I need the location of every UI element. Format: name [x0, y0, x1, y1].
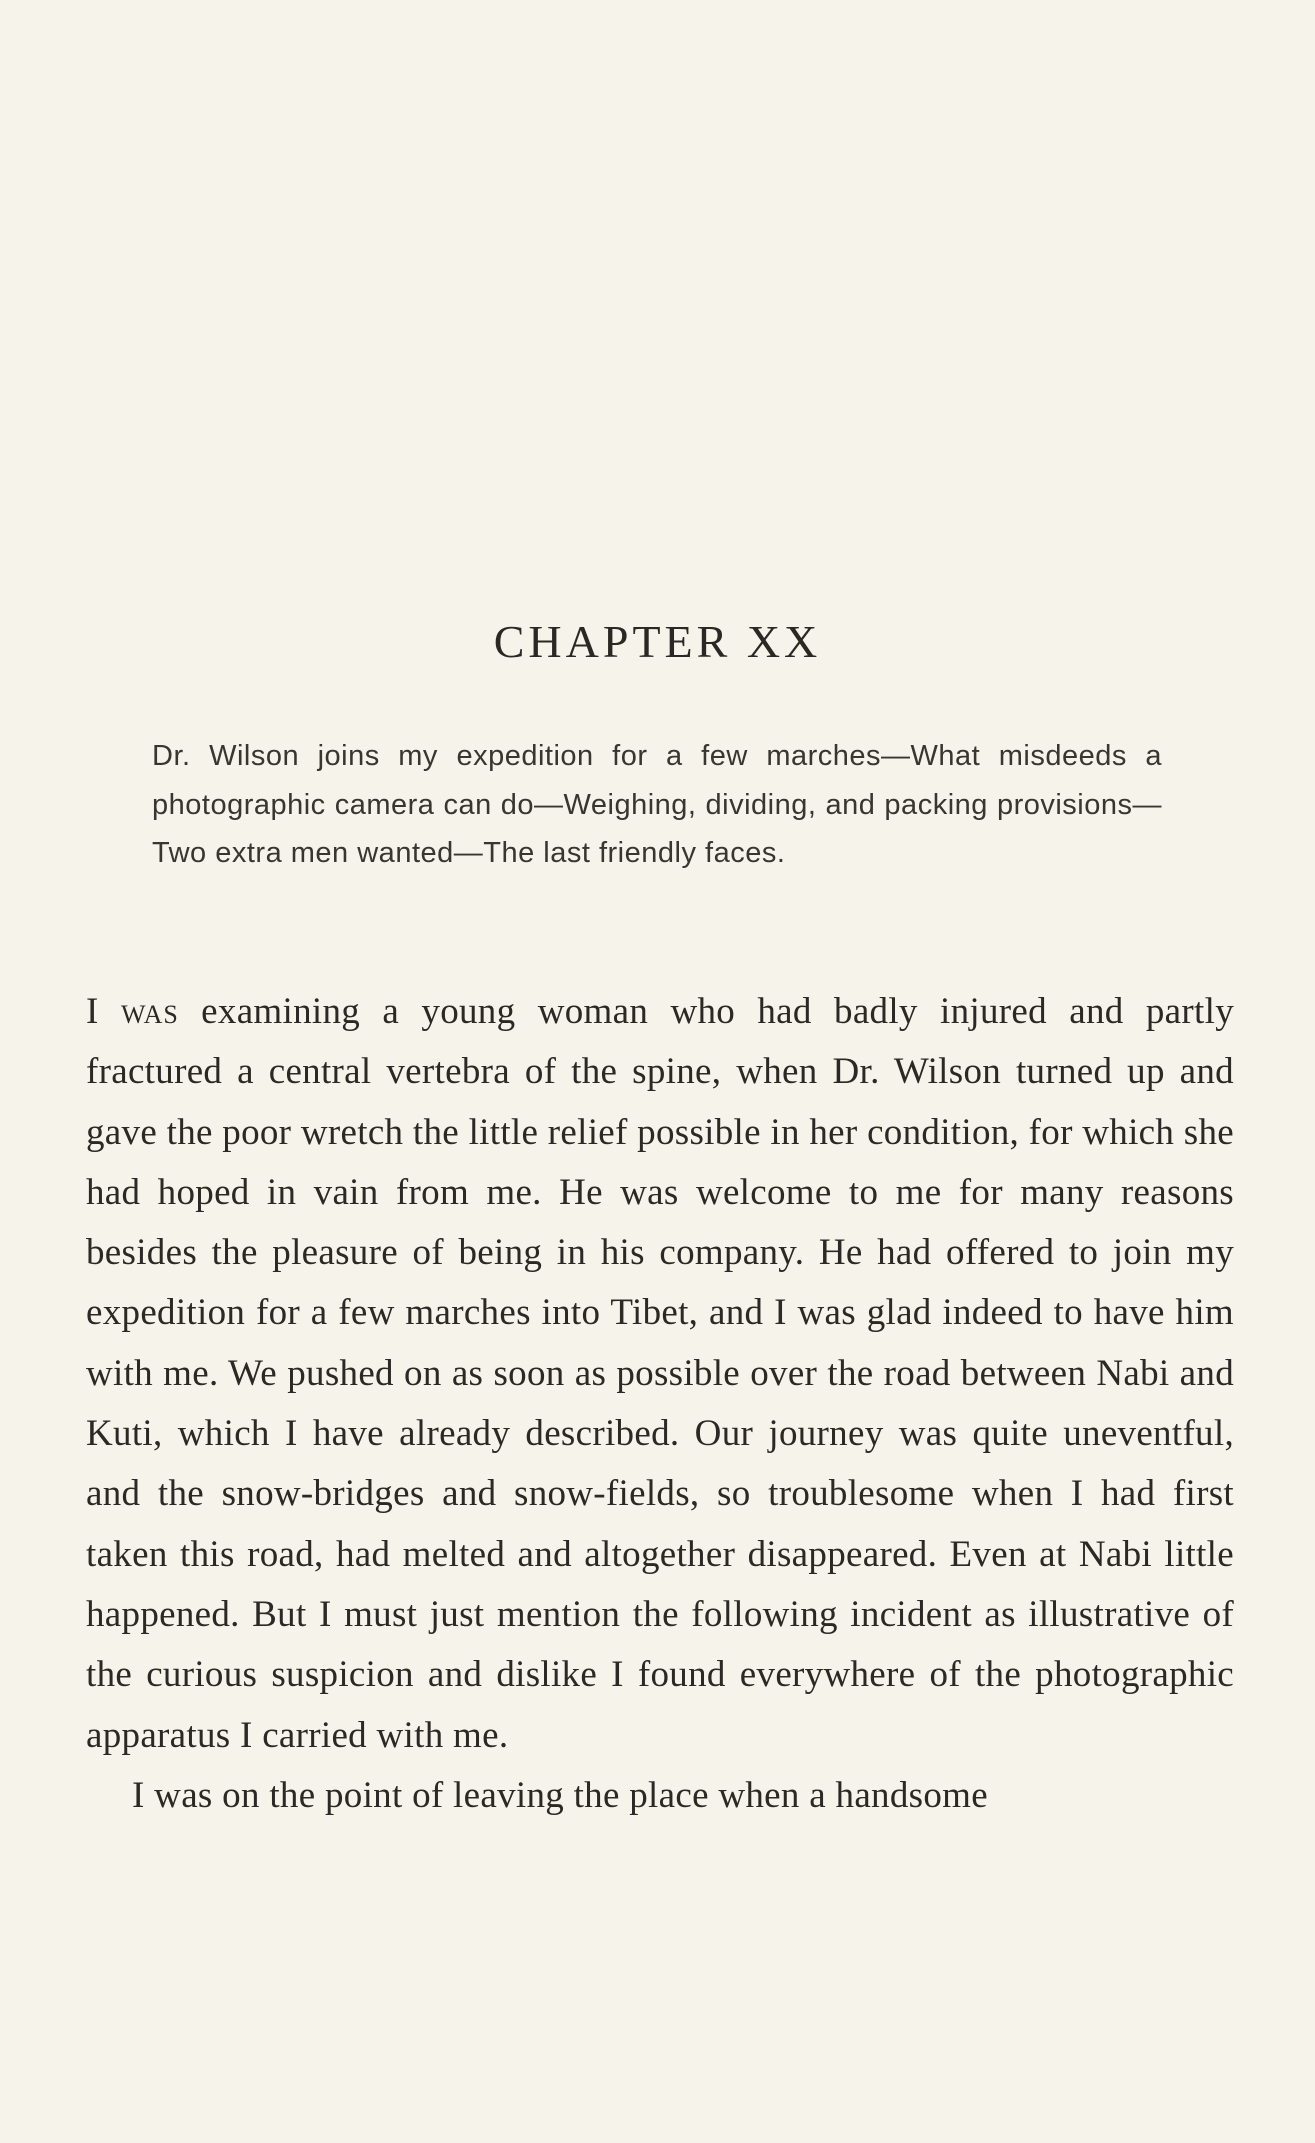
- chapter-title: CHAPTER XX: [493, 616, 822, 667]
- opening-word: I: [86, 991, 99, 1032]
- chapter-body: [86, 982, 1234, 1826]
- chapter-synopsis: Dr. Wilson joins my expedition for a few marches—What misdeeds a photographic camera can do—Weighing, dividing, and packing provisions—Two extra men wanted—The last friendly faces.: [152, 740, 1162, 869]
- paragraph: I was on the point of leaving the place when a handsome: [132, 1774, 988, 1816]
- opening-smallcaps: was: [120, 991, 179, 1032]
- paragraph: [86, 982, 1234, 1766]
- paragraph-text: examining a young woman who had badly injured and partly fractured a central vertebra of the spine, when Dr. Wilson turned up and gave the poor wretch the little relief possible in her condition, for which she had hoped in vain from me. He was welcome to me for many reasons besides the pleasure of being in his company. He had offered to join my expedition for a few marches into Tibet, and I was glad indeed to have him with me. We pushed on as soon as possible over the road between Nabi and Kuti, which I have already described. Our journey was quite uneventful, and the snow-bridges and snow-fields, so troublesome when I had first taken this road, had melted and altogether disappeared. Even at Nabi little happened. But I must just mention the following incident as illustrative of the curious suspicion and dislike I found everywhere of the photographic apparatus I carried with me.: [86, 991, 1234, 1756]
